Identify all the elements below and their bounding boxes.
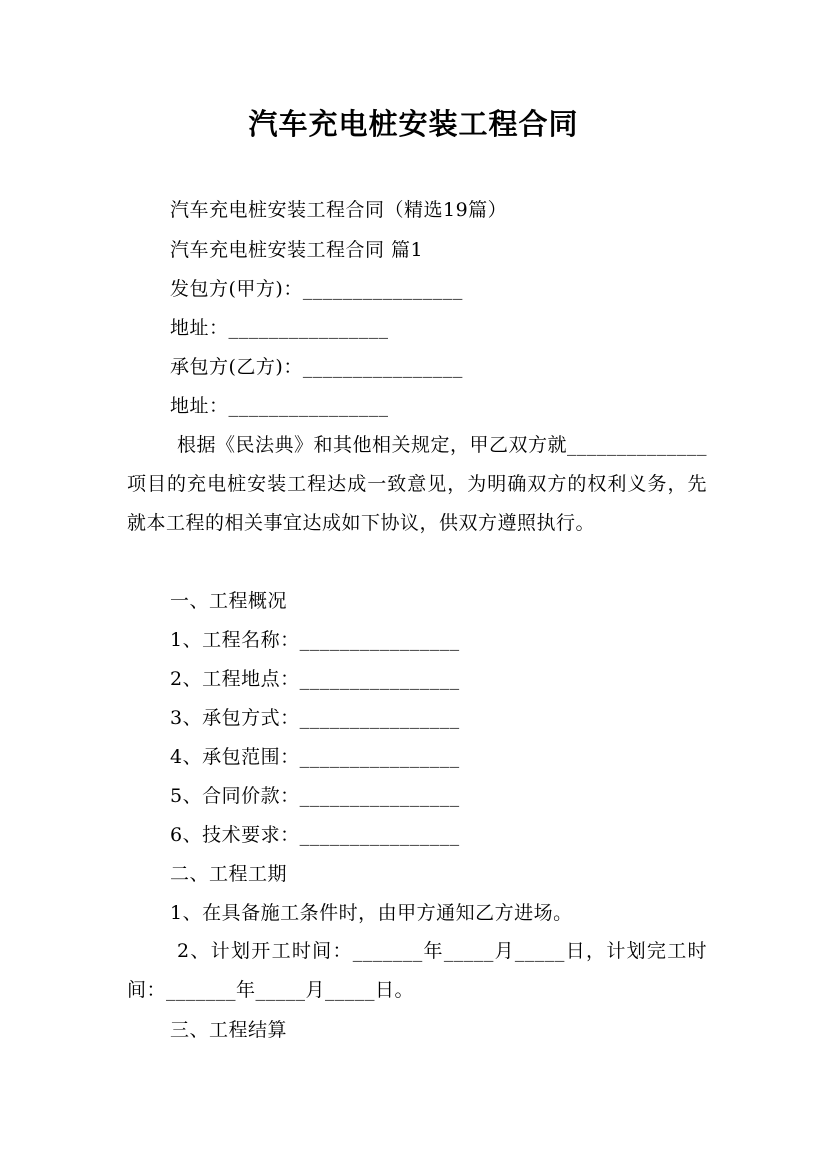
party-a-address-line: 地址：________________ (170, 317, 389, 339)
section-heading-overview: 一、工程概况 (170, 590, 288, 612)
item-site-entry: 1、在具备施工条件时，由甲方通知乙方进场。 (170, 902, 573, 924)
item-project-location: 2、工程地点：________________ (170, 668, 460, 690)
document-subtitle: 汽车充电桩安装工程合同（精选19篇） (170, 199, 508, 221)
item-contract-scope: 4、承包范围：________________ (170, 746, 460, 768)
article-heading: 汽车充电桩安装工程合同 篇1 (170, 239, 424, 261)
item-contract-price: 5、合同价款：________________ (170, 785, 460, 807)
party-a-line: 发包方(甲方)：________________ (170, 278, 463, 300)
document-title: 汽车充电桩安装工程合同 (248, 107, 579, 141)
party-b-line: 承包方(乙方)：________________ (170, 356, 463, 378)
item-technical-requirements: 6、技术要求：________________ (170, 824, 460, 846)
party-b-address-line: 地址：________________ (170, 395, 389, 417)
section-heading-schedule: 二、工程工期 (170, 863, 288, 885)
preamble-paragraph: 根据《民法典》和其他相关规定，甲乙双方就______________项目的充电桩安装工程达成一致意见，为明确双方的权利义务，先就本工程的相关事宜达成如下协议，供双方遵照执行。 (127, 434, 708, 534)
item-contract-method: 3、承包方式：________________ (170, 707, 460, 729)
section-heading-settlement: 三、工程结算 (170, 1019, 288, 1041)
item-project-name: 1、工程名称：________________ (170, 629, 460, 651)
item-planned-dates: 2、计划开工时间：_______年_____月_____日，计划完工时间：_______年_____月_____日。 (127, 940, 707, 1001)
